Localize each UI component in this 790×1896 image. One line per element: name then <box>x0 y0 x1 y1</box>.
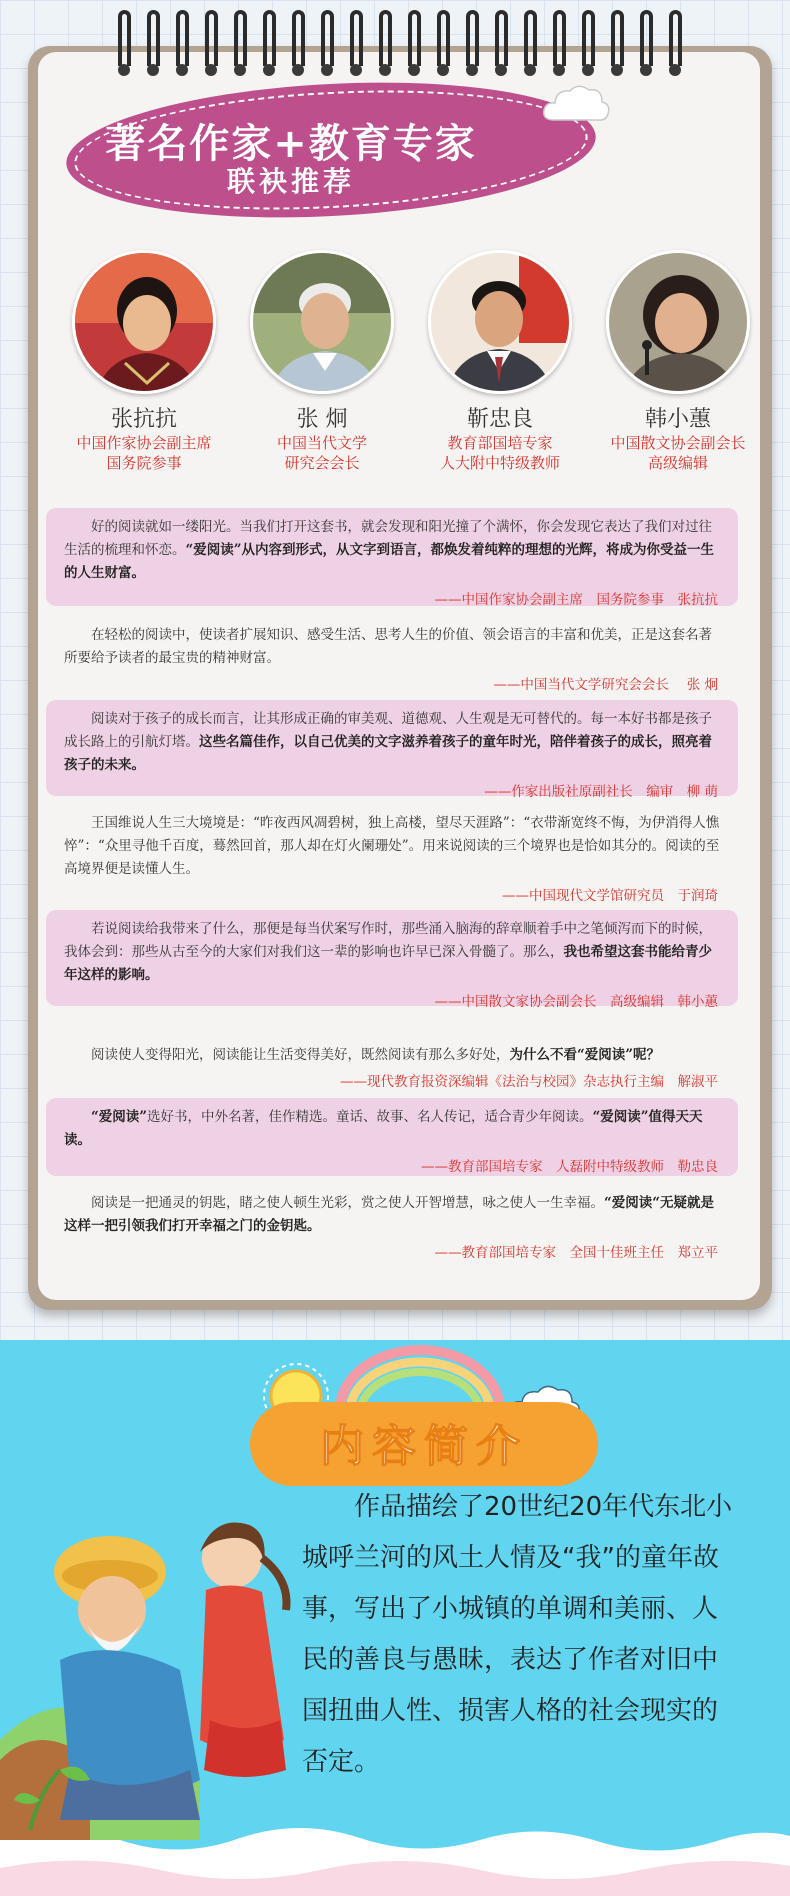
author-title: 教育部国培专家 <box>447 434 553 452</box>
binding-hole-icon <box>350 64 362 76</box>
quote-emphasis: “爱阅读”从内容到形式，从文字到语言，都焕发着纯粹的理想的光辉，将成为你受益一生的人生财富。 <box>64 542 715 581</box>
portrait-icon <box>609 253 750 394</box>
quote-block <box>46 1098 738 1176</box>
binding-hole-icon <box>408 64 420 76</box>
quote-emphasis: “爱阅读“无疑就是这样一把引领我们打开幸福之门的金钥匙。 <box>64 1195 715 1234</box>
quote-block <box>46 700 738 800</box>
author-name: 张抗抗 <box>110 407 177 432</box>
binding-hole-icon <box>205 64 217 76</box>
binding-hole-icon <box>292 64 304 76</box>
quote-emphasis: “爱阅读” <box>91 1109 148 1125</box>
quote-block <box>46 1036 738 1100</box>
quote-text: 选好书，中外名著，佳作精选。童话、故事、名人传记，适合青少年阅读。 <box>147 1109 593 1125</box>
binding-ring-icon <box>205 10 218 66</box>
quote-block <box>46 508 738 606</box>
quote-emphasis: 这些名篇佳作，以自己优美的文字滋养着孩子的童年时光，陪伴着孩子的成长，照亮着孩子的未来。 <box>64 734 712 773</box>
binding-hole-icon <box>118 64 130 76</box>
cloud-icon <box>540 80 612 128</box>
binding-ring-icon <box>118 10 131 66</box>
quote-text: 在轻松的阅读中，使读者扩展知识、感受生活、思考人生的价值、领会语言的丰富和优美，正是这套名著所要给予读者的最宝贵的精神财富。 <box>64 627 712 666</box>
binding-hole-icon <box>495 64 507 76</box>
binding-ring-icon <box>524 10 537 66</box>
quote-text: 好的阅读就如一缕阳光。当我们打开这套书，就会发现和阳光撞了个满怀，你会发现它表达了我们对过往生活的梳理和怀恋。 <box>64 519 712 558</box>
binding-ring-icon <box>350 10 363 66</box>
author-title: 国务院参事 <box>106 454 182 472</box>
quote-emphasis: 我也希望这套书能给青少年这样的影响。 <box>64 944 712 983</box>
binding-hole-icon <box>582 64 594 76</box>
author-card <box>55 250 233 473</box>
intro-body <box>302 1482 742 1788</box>
binding-ring-icon <box>379 10 392 66</box>
quote-text: 阅读对于孩子的成长而言，让其形成正确的审美观、道德观、人生观是无可替代的。每一本好书都是孩子成长路上的引航灯塔。 <box>64 711 712 750</box>
portrait-icon <box>431 253 572 394</box>
quote-block <box>46 616 738 692</box>
author-title: 高级编辑 <box>647 454 708 472</box>
binding-ring-icon <box>669 10 682 66</box>
author-card <box>589 250 767 473</box>
quote-attribution: ——中国现代文学馆研究员 于润琦 <box>502 888 718 904</box>
binding-hole-icon <box>553 64 565 76</box>
quote-text: 若说阅读给我带来了什么，那便是每当伏案写作时，那些涌入脑海的辞章顺着手中之笔倾泻而下的时候，我体会到：那些从古至今的大家们对我们这一辈的影响也许早已深入骨髓了。那么， <box>64 921 712 960</box>
binding-ring-icon <box>147 10 160 66</box>
binding-hole-icon <box>437 64 449 76</box>
intro-title: 内容简介 <box>320 1421 528 1472</box>
binding-ring-icon <box>437 10 450 66</box>
binding-hole-icon <box>611 64 623 76</box>
binding-hole-icon <box>234 64 246 76</box>
binding-hole-icon <box>379 64 391 76</box>
author-row <box>55 250 745 480</box>
quote-text: 王国维说人生三大境境是：“昨夜西风凋碧树，独上高楼，望尽天涯路”：“衣带渐宽终不悔，为伊消得人憔悴”：“众里寻他千百度，蓦然回首，那人却在灯火阑珊处”。用来说阅读的三个境界也是恰如其分的。阅读的至高境界便是读懂人生。 <box>64 815 720 877</box>
quote-block <box>46 804 738 904</box>
binding-hole-icon <box>263 64 275 76</box>
author-card <box>233 250 411 473</box>
avatar <box>606 250 750 394</box>
portrait-icon <box>75 253 216 394</box>
quote-attribution: ——教育部国培专家 全国十佳班主任 郑立平 <box>434 1245 718 1261</box>
author-title: 人大附中特级教师 <box>439 454 560 472</box>
quote-text: 阅读是一把通灵的钥匙，睹之使人顿生光彩，赏之使人开智增慧，咏之使人一生幸福。 <box>91 1195 604 1211</box>
quote-attribution: ——教育部国培专家 人磊附中特级教师 勒忠良 <box>421 1159 718 1175</box>
author-title: 中国作家协会副主席 <box>76 434 212 452</box>
author-name: 张 炯 <box>296 407 348 432</box>
binding-hole-icon <box>147 64 159 76</box>
spiral-binding <box>118 10 678 80</box>
binding-hole-icon <box>176 64 188 76</box>
quote-attribution: ——现代教育报资深编辑《法治与校园》杂志执行主编 解淑平 <box>340 1074 718 1090</box>
binding-hole-icon <box>321 64 333 76</box>
binding-ring-icon <box>640 10 653 66</box>
quote-attribution: ——中国当代文学研究会会长 张 炯 <box>493 677 718 693</box>
binding-ring-icon <box>466 10 479 66</box>
quote-emphasis: “爱阅读”值得天天读。 <box>64 1109 703 1148</box>
quote-attribution: ——中国作家协会副主席 国务院参事 张抗抗 <box>434 592 718 608</box>
binding-hole-icon <box>640 64 652 76</box>
quote-text: 阅读使人变得阳光，阅读能让生活变得美好，既然阅读有那么多好处， <box>91 1047 510 1063</box>
intro-section <box>0 1340 790 1896</box>
binding-ring-icon <box>292 10 305 66</box>
page-subtitle: 联袂推荐 <box>226 165 355 198</box>
quote-block <box>46 1184 738 1264</box>
girl-icon <box>200 1523 287 1777</box>
intro-paragraph: 作品描绘了20世纪20年代东北小城呼兰河的风土人情及“我”的童年故事，写出了小城镇的单调和美丽、人民的善良与愚昧，表达了作者对旧中国扭曲人性、损害人格的社会现实的否定。 <box>302 1492 733 1777</box>
binding-ring-icon <box>263 10 276 66</box>
author-title: 中国当代文学 <box>276 434 367 452</box>
avatar <box>72 250 216 394</box>
portrait-icon <box>253 253 394 394</box>
author-title: 中国散文协会副会长 <box>610 434 746 452</box>
author-name: 靳忠良 <box>466 407 533 432</box>
quote-block <box>46 910 738 1010</box>
binding-ring-icon <box>321 10 334 66</box>
author-name: 韩小蕙 <box>644 407 711 432</box>
binding-ring-icon <box>553 10 566 66</box>
avatar <box>250 250 394 394</box>
binding-ring-icon <box>611 10 624 66</box>
author-card <box>411 250 589 473</box>
binding-ring-icon <box>408 10 421 66</box>
binding-hole-icon <box>669 64 681 76</box>
quote-attribution: ——作家出版社原副社长 编审 柳 萌 <box>484 784 718 800</box>
binding-hole-icon <box>524 64 536 76</box>
avatar <box>428 250 572 394</box>
quote-emphasis: 为什么不看“爱阅读”呢？ <box>509 1047 661 1063</box>
binding-ring-icon <box>176 10 189 66</box>
binding-ring-icon <box>234 10 247 66</box>
page-title: 著名作家+教育专家 <box>105 121 477 167</box>
binding-hole-icon <box>466 64 478 76</box>
quote-attribution: ——中国散文家协会副会长 高级编辑 韩小蕙 <box>434 994 718 1010</box>
author-title: 研究会会长 <box>284 454 360 472</box>
binding-ring-icon <box>495 10 508 66</box>
binding-ring-icon <box>582 10 595 66</box>
